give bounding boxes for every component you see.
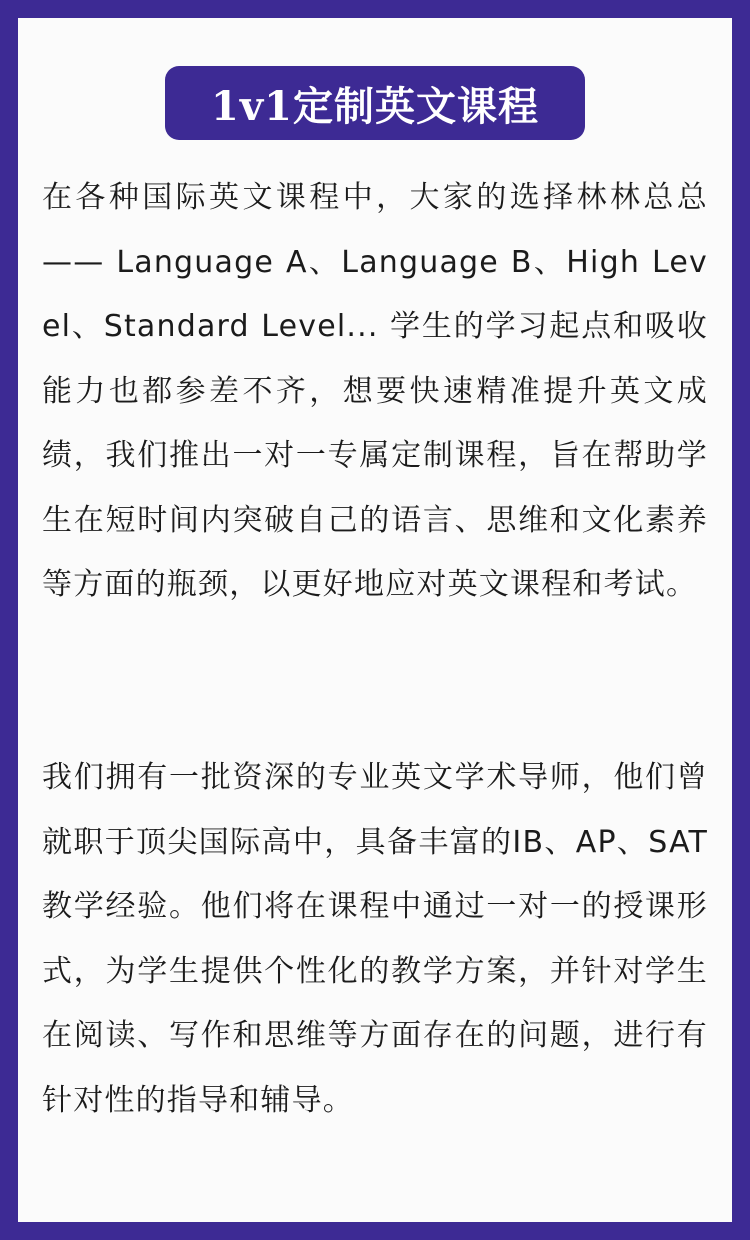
- page-title: 1v1定制英文课程: [211, 82, 539, 130]
- content-card: [18, 18, 732, 1222]
- intro-paragraph: 在各种国际英文课程中，大家的选择林林总总 —— Language A、Language B、High Level、Standard Level... 学生的学习起点和吸收能力也都参差不齐，想要快速精准提升英文成绩，我们推出一对一专属定制课程，旨在帮助学生在短时间内突破自己的语言、思维和文化素养等方面的瓶颈，以更好地应对英文课程和考试。: [42, 180, 708, 602]
- title-banner: [165, 66, 585, 140]
- tutors-paragraph: 我们拥有一批资深的专业英文学术导师，他们曾就职于顶尖国际高中，具备丰富的IB、AP、SAT教学经验。他们将在课程中通过一对一的授课形式，为学生提供个性化的教学方案，并针对学生在阅读、写作和思维等方面存在的问题，进行有针对性的指导和辅导。: [42, 760, 708, 1118]
